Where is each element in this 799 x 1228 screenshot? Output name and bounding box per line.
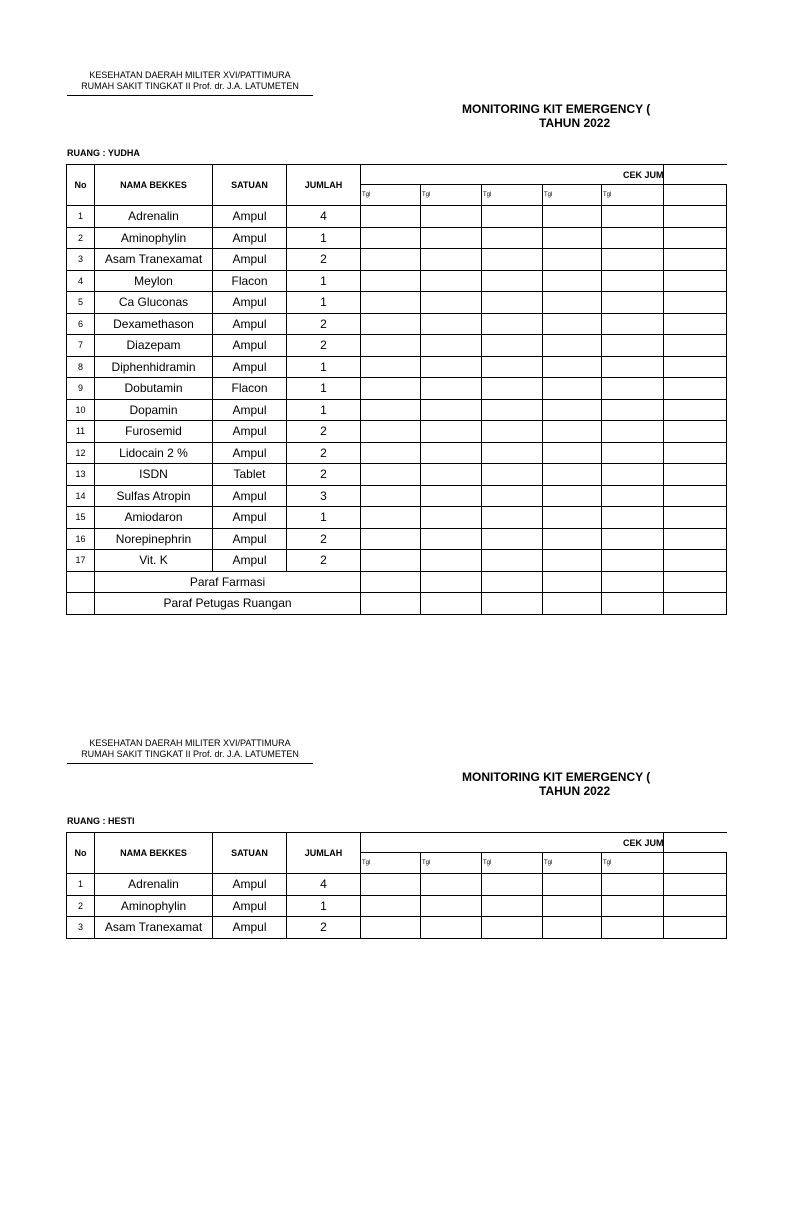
table-row [67,421,727,443]
table-row [67,270,727,292]
check-cell [482,464,543,486]
check-cell [421,442,482,464]
col-header-satuan: SATUAN [213,165,287,206]
check-cell [543,874,602,896]
item-name: Adrenalin [95,874,213,896]
document-title: MONITORING KIT EMERGENCY ( [462,102,651,116]
document-year: TAHUN 2022 [539,784,611,798]
row-number: 6 [67,313,95,335]
signature-cell [421,593,482,615]
check-cell [482,399,543,421]
signature-cell [602,571,727,593]
table-row [67,335,727,357]
monitoring-section [0,668,768,1228]
check-cell [361,421,421,443]
col-header-satuan: SATUAN [213,833,287,874]
row-number: 2 [67,227,95,249]
item-quantity: 4 [287,874,361,896]
signature-cell [361,593,421,615]
signature-label: Paraf Petugas Ruangan [95,593,361,615]
item-unit: Ampul [213,874,287,896]
check-cell [421,270,482,292]
item-unit: Ampul [213,917,287,939]
check-cell [361,874,421,896]
table-row [67,528,727,550]
date-column-header: Tgl [543,853,602,874]
signature-cell [543,571,602,593]
check-cell [482,895,543,917]
check-cell [543,917,602,939]
inventory-table [66,164,727,615]
row-number: 9 [67,378,95,400]
item-name: Aminophylin [95,895,213,917]
item-quantity: 1 [287,270,361,292]
document-year: TAHUN 2022 [539,116,611,130]
check-cell [482,249,543,271]
item-name: Sulfas Atropin [95,485,213,507]
item-quantity: 1 [287,507,361,529]
item-quantity: 4 [287,206,361,228]
row-number: 10 [67,399,95,421]
check-cell [482,874,543,896]
row-number: 14 [67,485,95,507]
row-number: 5 [67,292,95,314]
cek-label: CEK JUM [623,169,664,180]
table-body [67,874,727,939]
check-cell [543,335,602,357]
check-cell [421,292,482,314]
date-column-header: Tgl [482,853,543,874]
check-cell [421,895,482,917]
row-number: 7 [67,335,95,357]
col-header-cek [361,165,727,185]
table-row [67,485,727,507]
check-cell [543,356,602,378]
check-cell [602,356,727,378]
check-cell [361,227,421,249]
item-quantity: 1 [287,895,361,917]
table-crop-edge [663,164,664,615]
item-quantity: 1 [287,399,361,421]
item-name: Norepinephrin [95,528,213,550]
check-cell [482,270,543,292]
check-cell [421,356,482,378]
item-name: Furosemid [95,421,213,443]
item-name: Lidocain 2 % [95,442,213,464]
check-cell [421,378,482,400]
org-name-line2: RUMAH SAKIT TINGKAT II Prof. dr. J.A. LATUMETEN [81,749,299,759]
item-name: Asam Tranexamat [95,249,213,271]
check-cell [482,528,543,550]
item-unit: Ampul [213,227,287,249]
check-cell [602,313,727,335]
check-cell [421,421,482,443]
signature-cell [421,571,482,593]
table-row [67,249,727,271]
signature-cell [482,571,543,593]
item-quantity: 2 [287,313,361,335]
cek-label: CEK JUM [623,837,664,848]
monitoring-section [0,0,768,611]
check-cell [361,550,421,572]
check-cell [361,442,421,464]
inventory-table [66,832,727,939]
check-cell [361,270,421,292]
check-cell [602,874,727,896]
table-row [67,917,727,939]
item-unit: Ampul [213,206,287,228]
item-unit: Flacon [213,378,287,400]
item-unit: Ampul [213,895,287,917]
check-cell [602,227,727,249]
check-cell [421,464,482,486]
item-unit: Ampul [213,249,287,271]
check-cell [482,378,543,400]
check-cell [421,335,482,357]
row-number: 15 [67,507,95,529]
check-cell [602,528,727,550]
item-name: Aminophylin [95,227,213,249]
item-quantity: 2 [287,421,361,443]
check-cell [602,895,727,917]
col-header-no: No [67,833,95,874]
org-name-line2: RUMAH SAKIT TINGKAT II Prof. dr. J.A. LATUMETEN [81,81,299,91]
row-number: 4 [67,270,95,292]
check-cell [602,917,727,939]
check-cell [602,399,727,421]
item-name: Dopamin [95,399,213,421]
check-cell [543,313,602,335]
check-cell [421,507,482,529]
check-cell [421,917,482,939]
item-unit: Flacon [213,270,287,292]
item-unit: Ampul [213,550,287,572]
check-cell [421,550,482,572]
item-unit: Ampul [213,356,287,378]
item-quantity: 2 [287,249,361,271]
room-label: RUANG : HESTI [67,816,135,826]
item-name: ISDN [95,464,213,486]
item-name: Dobutamin [95,378,213,400]
date-column-header: Tgl [482,185,543,206]
table-header [67,833,727,874]
check-cell [482,227,543,249]
check-cell [602,464,727,486]
row-number: 16 [67,528,95,550]
date-column-header: Tgl [543,185,602,206]
row-number: 1 [67,874,95,896]
check-cell [543,550,602,572]
row-number: 11 [67,421,95,443]
item-name: Diazepam [95,335,213,357]
item-name: Dexamethason [95,313,213,335]
org-name-line1: KESEHATAN DAERAH MILITER XVI/PATTIMURA [89,738,291,748]
check-cell [361,464,421,486]
col-header-no: No [67,165,95,206]
row-number: 3 [67,249,95,271]
col-header-nama: NAMA BEKKES [95,833,213,874]
table-row [67,464,727,486]
item-quantity: 1 [287,378,361,400]
table-row [67,356,727,378]
check-cell [482,292,543,314]
check-cell [482,335,543,357]
signature-row [67,593,727,615]
check-cell [361,528,421,550]
check-cell [482,550,543,572]
check-cell [482,356,543,378]
table-row [67,550,727,572]
item-name: Diphenhidramin [95,356,213,378]
check-cell [361,206,421,228]
item-quantity: 2 [287,335,361,357]
check-cell [482,313,543,335]
check-cell [543,249,602,271]
item-quantity: 1 [287,227,361,249]
row-number: 1 [67,206,95,228]
col-header-jumlah: JUMLAH [287,833,361,874]
table-row [67,227,727,249]
check-cell [421,528,482,550]
date-column-header: Tgl [361,185,421,206]
check-cell [543,378,602,400]
col-header-cek [361,833,727,853]
table-row [67,874,727,896]
check-cell [602,378,727,400]
check-cell [482,507,543,529]
check-cell [602,335,727,357]
item-unit: Ampul [213,485,287,507]
item-quantity: 3 [287,485,361,507]
org-name-line1: KESEHATAN DAERAH MILITER XVI/PATTIMURA [89,70,291,80]
item-quantity: 1 [287,292,361,314]
table-row [67,206,727,228]
item-name: Ca Gluconas [95,292,213,314]
signature-row [67,571,727,593]
row-number: 8 [67,356,95,378]
check-cell [361,292,421,314]
check-cell [602,550,727,572]
document-title: MONITORING KIT EMERGENCY ( [462,770,651,784]
item-unit: Ampul [213,399,287,421]
item-unit: Ampul [213,528,287,550]
check-cell [543,292,602,314]
check-cell [602,442,727,464]
signature-blank [67,593,95,615]
item-name: Amiodaron [95,507,213,529]
check-cell [543,442,602,464]
table-row [67,442,727,464]
item-quantity: 2 [287,528,361,550]
row-number: 3 [67,917,95,939]
page-clip-area [0,668,664,1228]
signature-cell [602,593,727,615]
check-cell [361,485,421,507]
item-unit: Ampul [213,313,287,335]
check-cell [482,485,543,507]
check-cell [361,895,421,917]
check-cell [421,249,482,271]
signature-cell [543,593,602,615]
room-label: RUANG : YUDHA [67,148,140,158]
signature-cell [482,593,543,615]
item-name: Adrenalin [95,206,213,228]
date-column-header: Tgl [602,853,727,874]
table-row [67,378,727,400]
check-cell [361,399,421,421]
check-cell [543,270,602,292]
check-cell [421,485,482,507]
item-unit: Ampul [213,421,287,443]
check-cell [482,206,543,228]
item-quantity: 1 [287,356,361,378]
check-cell [543,464,602,486]
row-number: 12 [67,442,95,464]
row-number: 17 [67,550,95,572]
check-cell [602,206,727,228]
date-column-header: Tgl [361,853,421,874]
row-number: 2 [67,895,95,917]
check-cell [602,249,727,271]
check-cell [421,874,482,896]
item-name: Meylon [95,270,213,292]
check-cell [421,206,482,228]
check-cell [543,507,602,529]
check-cell [361,507,421,529]
item-name: Asam Tranexamat [95,917,213,939]
check-cell [361,313,421,335]
check-cell [602,421,727,443]
item-unit: Ampul [213,442,287,464]
row-number: 13 [67,464,95,486]
check-cell [361,356,421,378]
col-header-jumlah: JUMLAH [287,165,361,206]
signature-label: Paraf Farmasi [95,571,361,593]
table-row [67,895,727,917]
date-column-header: Tgl [421,185,482,206]
check-cell [482,442,543,464]
table-row [67,507,727,529]
table-row [67,399,727,421]
item-name: Vit. K [95,550,213,572]
table-body [67,206,727,615]
table-crop-edge [663,832,664,939]
check-cell [543,528,602,550]
date-column-header: Tgl [602,185,727,206]
item-quantity: 2 [287,550,361,572]
check-cell [543,485,602,507]
check-cell [543,399,602,421]
check-cell [421,227,482,249]
col-header-nama: NAMA BEKKES [95,165,213,206]
check-cell [361,917,421,939]
check-cell [421,313,482,335]
check-cell [361,249,421,271]
item-unit: Ampul [213,292,287,314]
page-clip-area [0,0,664,611]
check-cell [361,335,421,357]
check-cell [543,206,602,228]
item-unit: Ampul [213,507,287,529]
check-cell [602,292,727,314]
check-cell [482,917,543,939]
item-quantity: 2 [287,442,361,464]
item-quantity: 2 [287,917,361,939]
check-cell [543,421,602,443]
signature-blank [67,571,95,593]
check-cell [602,507,727,529]
item-unit: Tablet [213,464,287,486]
check-cell [602,270,727,292]
check-cell [482,421,543,443]
table-row [67,313,727,335]
item-unit: Ampul [213,335,287,357]
check-cell [543,227,602,249]
check-cell [421,399,482,421]
signature-cell [361,571,421,593]
check-cell [602,485,727,507]
check-cell [361,378,421,400]
item-quantity: 2 [287,464,361,486]
date-column-header: Tgl [421,853,482,874]
table-header [67,165,727,206]
check-cell [543,895,602,917]
table-row [67,292,727,314]
